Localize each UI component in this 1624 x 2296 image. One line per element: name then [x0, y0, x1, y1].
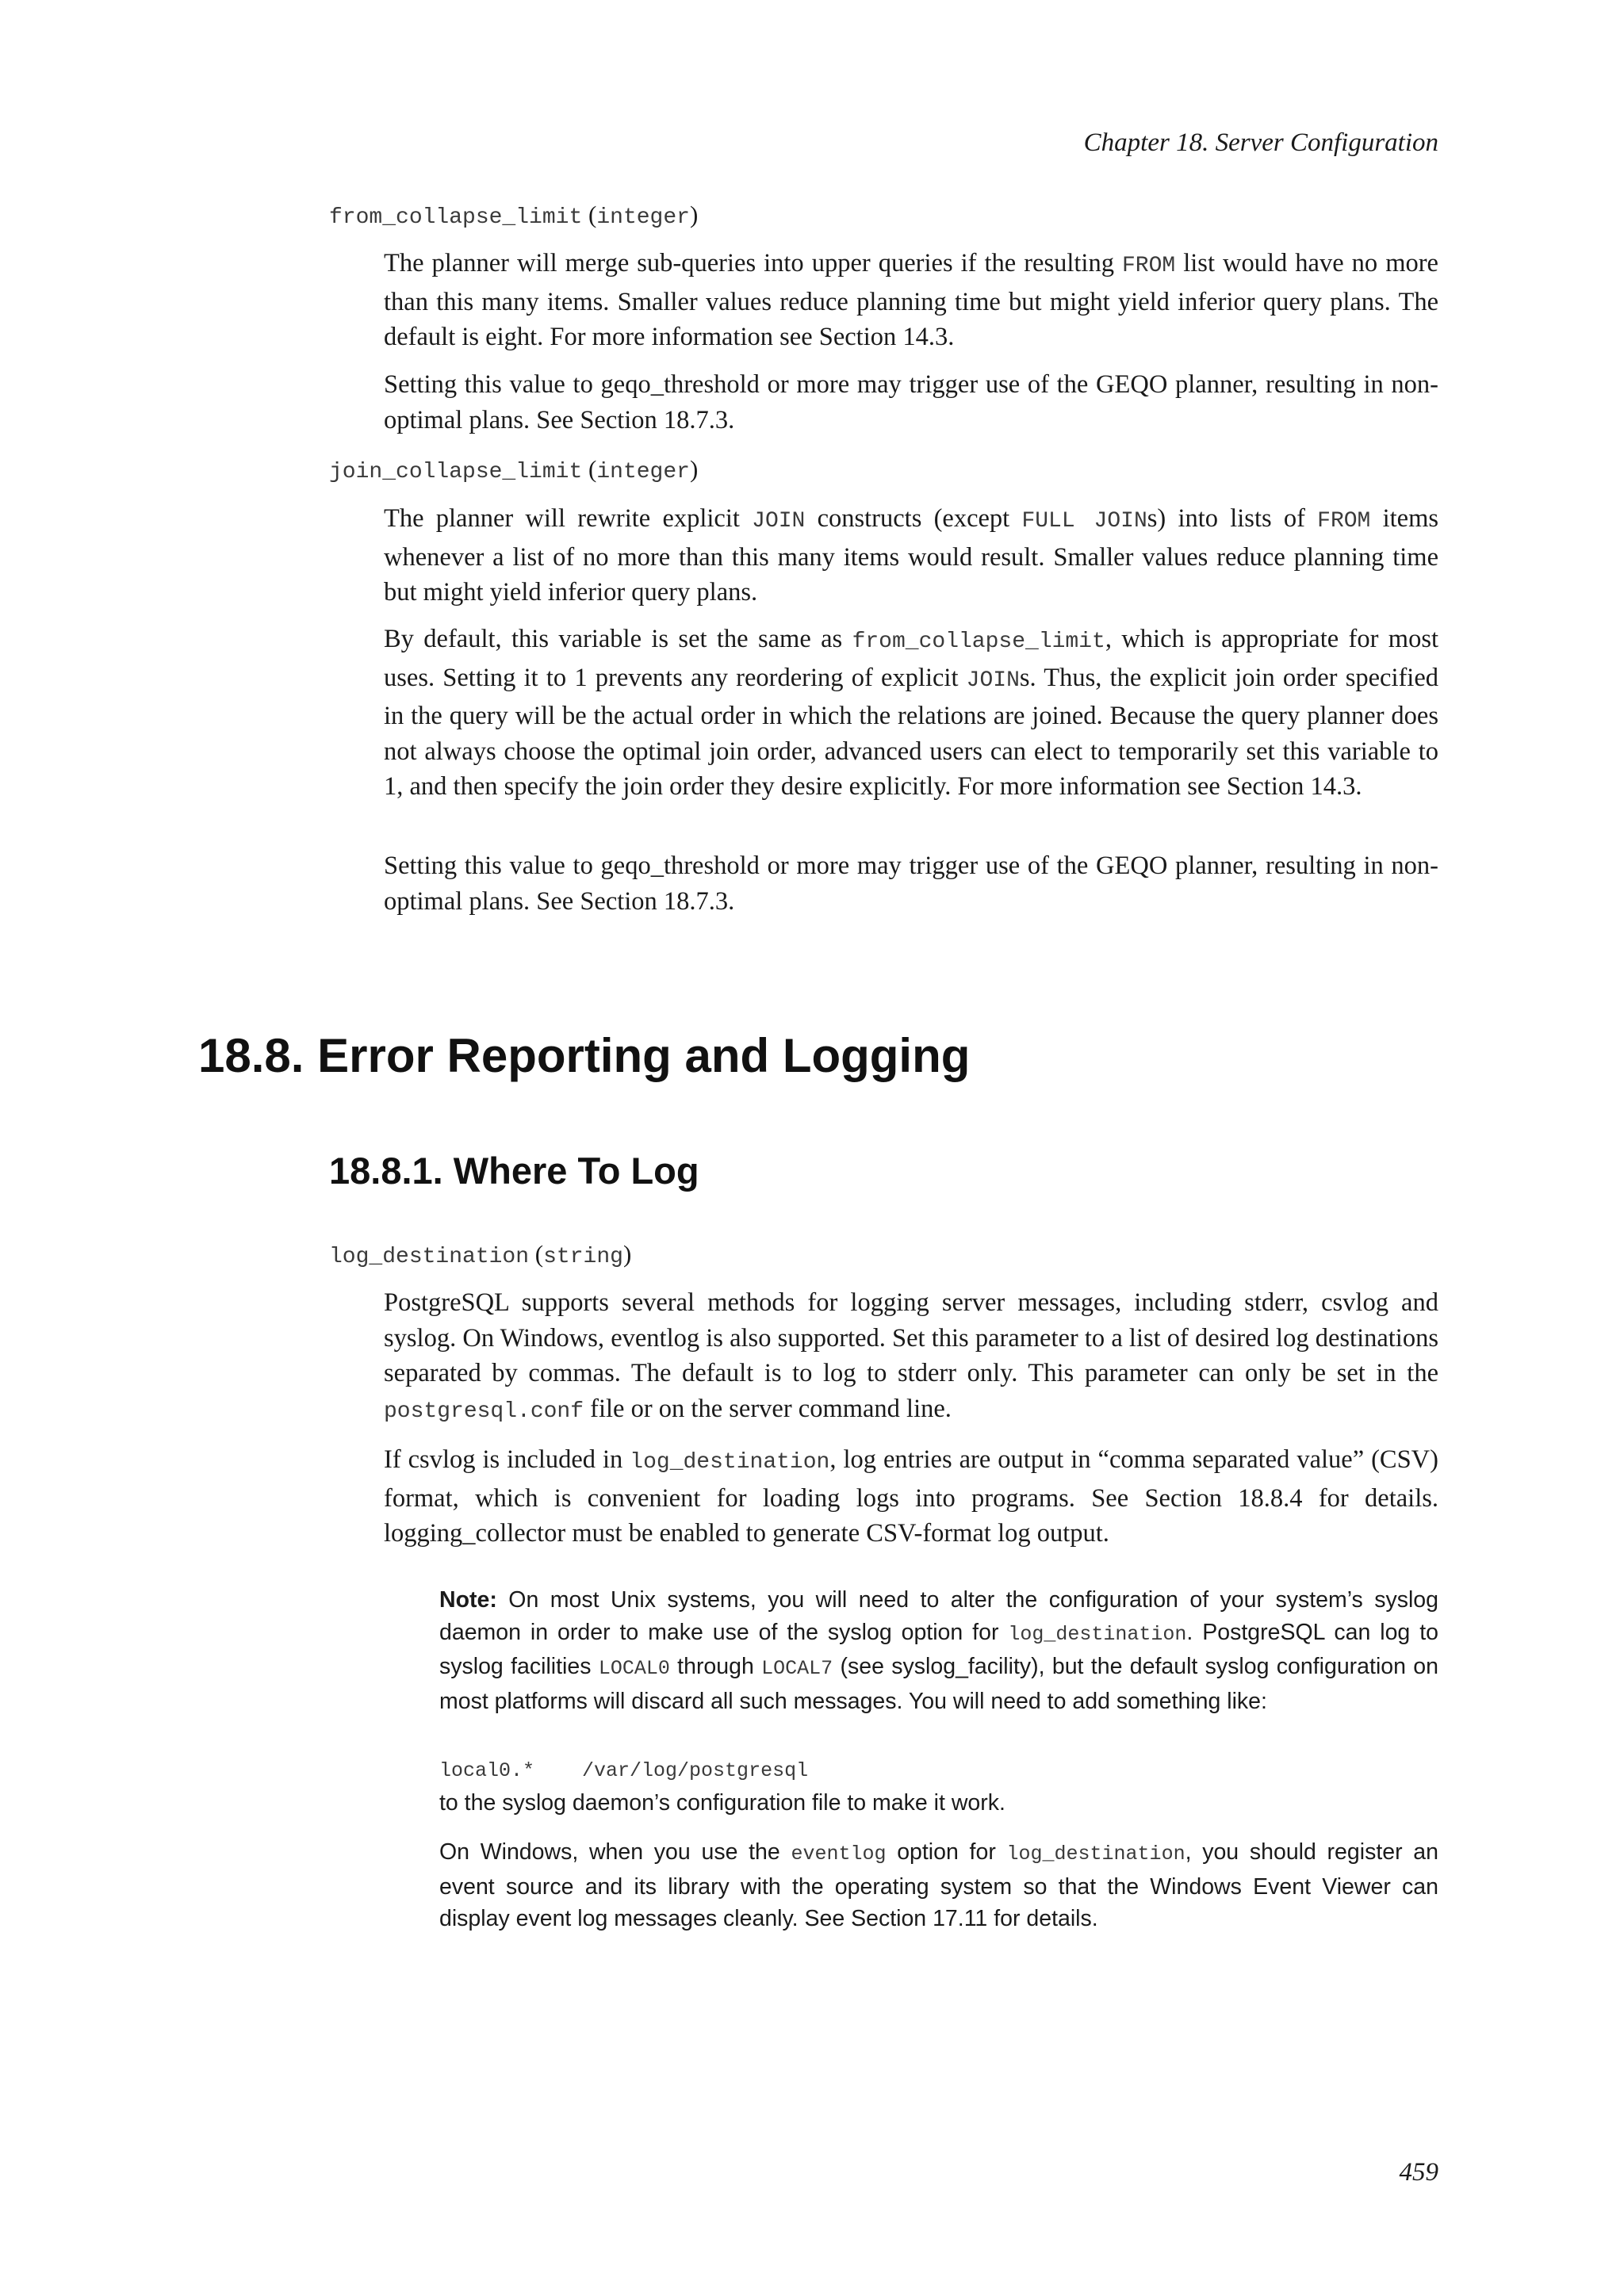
- inline-code: LOCAL7: [761, 1657, 833, 1680]
- inline-code: log_destination: [1008, 1622, 1187, 1646]
- param-name: join_collapse_limit: [329, 460, 583, 484]
- inline-code: FROM: [1317, 509, 1371, 534]
- inline-code: JOIN: [752, 509, 806, 534]
- inline-code: log_destination: [630, 1450, 830, 1475]
- inline-code: LOCAL0: [598, 1657, 670, 1680]
- param-description: If csvlog is included in log_destination, log entries are output in “comma separated value” (CSV) format, which is convenient for loading logs into programs. See Section 18.8.4 for details. logging_collector must be enabled to generate CSV-format log output.: [384, 1445, 1438, 1548]
- param-term-from-collapse-limit: from_collapse_limit (integer): [329, 201, 699, 230]
- note-paragraph: to the syslog daemon’s configuration file to make it work.: [439, 1790, 1005, 1816]
- param-term-log-destination: log_destination (string): [329, 1240, 632, 1269]
- param-type: integer: [596, 460, 690, 484]
- param-description: The planner will merge sub-queries into upper queries if the resulting FROM list would have no more than this many items. Smaller values reduce planning time but might yield inferior query plans. The default is eight. For more information see Section 14.3.: [384, 249, 1438, 351]
- subsection-heading: 18.8.1. Where To Log: [329, 1150, 699, 1192]
- param-name: log_destination: [329, 1245, 530, 1269]
- section-heading: 18.8. Error Reporting and Logging: [198, 1029, 971, 1082]
- running-header: Chapter 18. Server Configuration: [1083, 128, 1438, 157]
- param-description: PostgreSQL supports several methods for logging server messages, including stderr, csvlog and syslog. On Windows, eventlog is also supported. Set this parameter to a list of desired log destinations separated by commas. The default is to log to stderr only. This parameter can only be set in the postgresql.conf file or on the server command line.: [384, 1288, 1438, 1424]
- param-description: Setting this value to geqo_threshold or more may trigger use of the GEQO planner, resulting in non-optimal plans. See Section 18.7.3.: [384, 370, 1438, 434]
- inline-code: from_collapse_limit: [852, 629, 1105, 654]
- page-number: 459: [1399, 2158, 1438, 2187]
- param-type: string: [543, 1245, 623, 1269]
- param-description: By default, this variable is set the same as from_collapse_limit, which is appropriate for most uses. Setting it to 1 prevents any reordering of explicit JOINs. Thus, the explicit join order specified in the query will be the actual order in which the relations are joined. Because the query planner does not always choose the optimal join order, advanced users can elect to temporarily set this variable to 1, and then specify the join order they desire explicitly. For more information see Section 14.3.: [384, 625, 1439, 801]
- note-paragraph: Note: On most Unix systems, you will need to alter the configuration of your system’s syslog daemon in order to make use of the syslog option for log_destination. PostgreSQL can log to syslog facilities LOCAL0 through LOCAL7 (see syslog_facility), but the default syslog configuration on most platforms will discard all such messages. You will need to add something like:: [439, 1587, 1439, 1714]
- inline-code: postgresql.conf: [384, 1399, 584, 1424]
- inline-code: FULL JOIN: [1021, 509, 1147, 534]
- param-name: from_collapse_limit: [329, 205, 583, 230]
- note-label: Note:: [439, 1587, 497, 1613]
- inline-code: FROM: [1122, 254, 1176, 278]
- code-example: local0.* /var/log/postgresql: [439, 1759, 809, 1782]
- inline-code: JOIN: [966, 668, 1020, 693]
- inline-code: log_destination: [1006, 1843, 1185, 1866]
- param-type: integer: [596, 205, 690, 230]
- param-description: Setting this value to geqo_threshold or more may trigger use of the GEQO planner, resulting in non-optimal plans. See Section 18.7.3.: [384, 851, 1438, 916]
- note-paragraph: On Windows, when you use the eventlog option for log_destination, you should register an event source and its library with the operating system so that the Windows Event Viewer can display event log messages cleanly. See Section 17.11 for details.: [439, 1839, 1438, 1931]
- param-description: The planner will rewrite explicit JOIN constructs (except FULL JOINs) into lists of FROM items whenever a list of no more than this many items would result. Smaller values reduce planning time but might yield inferior query plans.: [384, 504, 1438, 607]
- inline-code: eventlog: [791, 1843, 887, 1866]
- param-term-join-collapse-limit: join_collapse_limit (integer): [329, 455, 699, 484]
